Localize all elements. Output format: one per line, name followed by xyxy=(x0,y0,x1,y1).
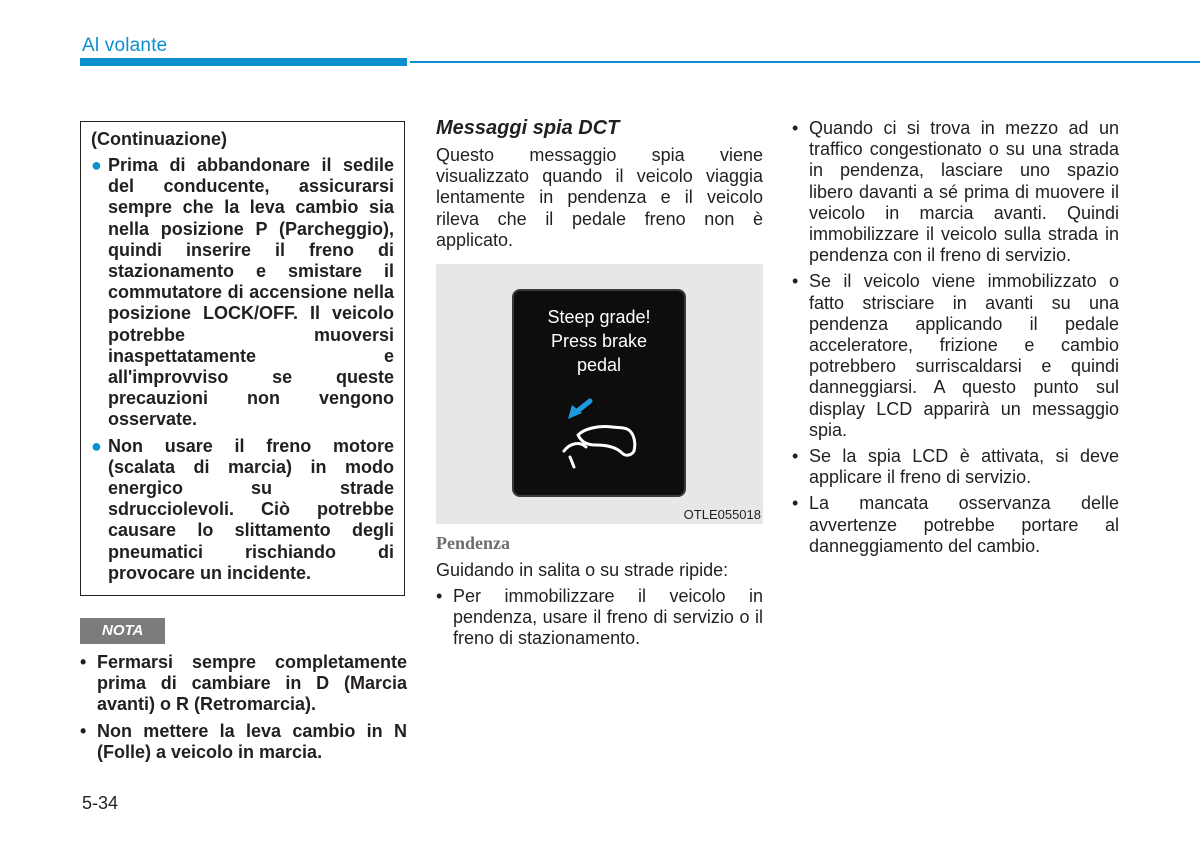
bullet-dot: • xyxy=(792,446,799,467)
warning-box xyxy=(80,121,405,596)
cluster-figure xyxy=(436,264,763,524)
note-item-text: Non mettere la leva cambio in N (Folle) a veicolo in marcia. xyxy=(97,720,407,762)
lcd-line: pedal xyxy=(576,355,622,375)
bullet-dot: • xyxy=(80,652,87,672)
section-title: Al volante xyxy=(82,35,168,56)
lcd-line: Press brake xyxy=(550,331,648,351)
page-number: 5-34 xyxy=(82,793,119,813)
lcd-line: Steep grade! xyxy=(547,307,651,327)
right-item xyxy=(792,271,1119,441)
right-item-text: Se la spia LCD è attivata, si deve applicare il freno di servizio. xyxy=(809,446,1119,488)
bullet-dot: • xyxy=(792,271,799,292)
right-item xyxy=(792,118,1119,266)
pendenza-item-text: Per immobilizzare il veicolo in pendenza, usare il freno di servizio o il freno di stazionamento. xyxy=(453,586,763,649)
note-item xyxy=(80,721,407,763)
header-rule-thin xyxy=(410,61,1200,63)
right-list xyxy=(792,118,1119,562)
warning-list xyxy=(91,155,394,584)
pendenza-list xyxy=(436,586,763,655)
note-item xyxy=(80,652,407,716)
figure-code: OTLE055018 xyxy=(683,507,761,522)
warning-item xyxy=(91,436,394,584)
warning-item-text: Prima di abbandonare il sedile del conducente, assicurarsi sempre che la leva cambio sia nella posizione P (Parcheggio), quindi inserire il freno di stazionamento e smistare il commutatore di accensione nella posizione LOCK/OFF. Il veicolo potrebbe muoversi inaspettatamente e all'improvviso se queste precauzioni non vengono osservate. xyxy=(108,155,394,430)
right-item xyxy=(792,446,1119,488)
pendenza-text: Guidando in salita o su strade ripide: xyxy=(436,560,729,580)
lcd-display xyxy=(512,289,686,497)
bullet-dot: • xyxy=(80,720,87,741)
pendenza-item xyxy=(436,586,763,650)
bullet-dot: • xyxy=(792,118,799,138)
bullet-dot: • xyxy=(436,586,443,606)
note-label: NOTA xyxy=(80,618,165,644)
bullet-dot: • xyxy=(792,493,799,514)
bullet-dot: ● xyxy=(91,155,102,175)
header-rule-thick xyxy=(80,58,407,66)
note-list xyxy=(80,652,407,768)
bullet-dot: ● xyxy=(91,435,102,456)
lcd-message xyxy=(514,305,684,377)
note-item-text: Fermarsi sempre completamente prima di cambiare in D (Marcia avanti) o R (Retromarcia). xyxy=(97,652,407,715)
warning-item-text: Non usare il freno motore (scalata di marcia) in modo energico su strade sdrucciolevoli. Ciò potrebbe causare lo slittamento degli pneumatici rischiando di provocare un incidente. xyxy=(108,435,394,583)
dct-intro-text: Questo messaggio spia viene visualizzato quando il veicolo viaggia lentamente in pendenza e il veicolo rileva che il pedale freno non è applicato. xyxy=(436,145,763,250)
right-item xyxy=(792,493,1119,557)
right-item-text: Quando ci si trova in mezzo ad un traffico congestionato o su una strada in pendenza, lasciare uno spazio libero davanti a sé prima di muovere il veicolo in marcia avanti. Quindi immobilizzare il veicolo sulla strada in pendenza con il freno di servizio. xyxy=(809,118,1119,266)
warning-heading: (Continuazione) xyxy=(91,129,227,149)
warning-item xyxy=(91,155,394,431)
right-item-text: Se il veicolo viene immobilizzato o fatto strisciare in avanti su una pendenza applicando il pedale acceleratore, frizione e cambio potrebbero surriscaldarsi e quindi danneggiarsi. A questo punto sul display LCD apparirà un messaggio spia. xyxy=(809,271,1119,440)
dct-heading: Messaggi spia DCT xyxy=(436,117,620,139)
brake-pedal-icon xyxy=(550,391,650,471)
right-item-text: La mancata osservanza delle avvertenze potrebbe portare al danneggiamento del cambio. xyxy=(809,493,1119,556)
pendenza-heading: Pendenza xyxy=(436,533,510,553)
